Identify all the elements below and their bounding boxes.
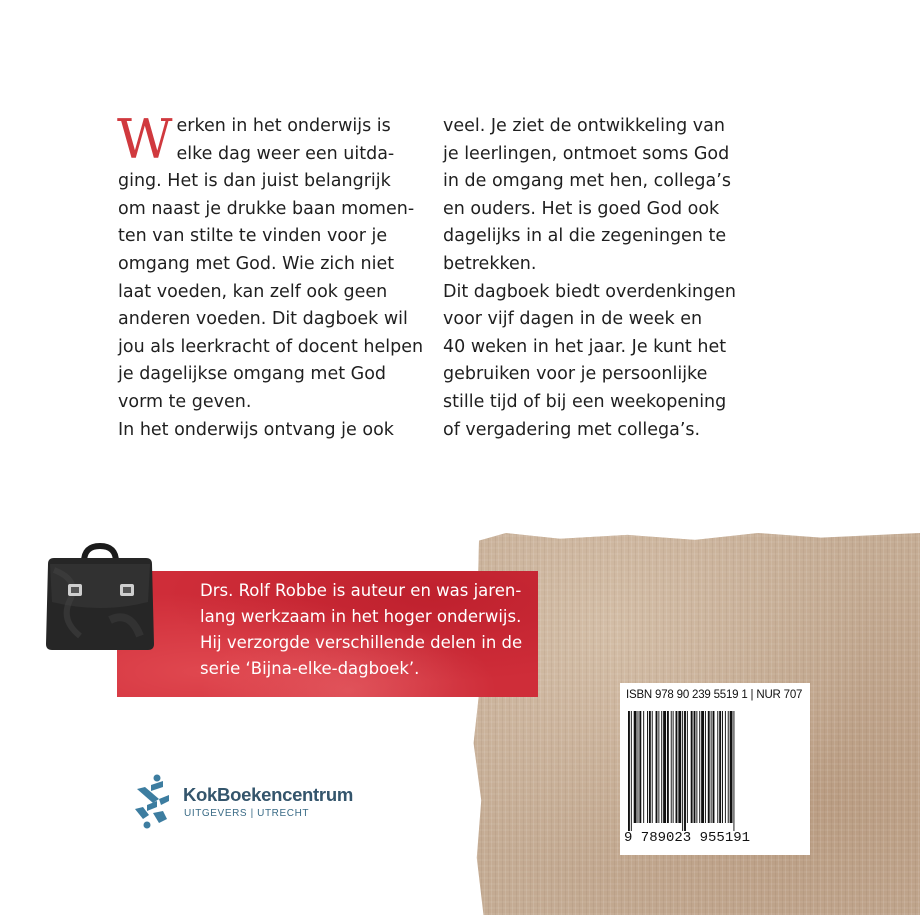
- barcode-bar: [701, 711, 704, 823]
- barcode-bar: [631, 711, 632, 831]
- bio-line: Hij verzorgde verschillende delen in de: [200, 633, 523, 652]
- publisher-name: KokBoekencentrum: [183, 784, 353, 805]
- ean-digits: 9 789023 955191: [624, 830, 751, 846]
- text-line: en ouders. Het is goed God ook: [443, 198, 720, 219]
- briefcase-icon: [40, 540, 160, 652]
- barcode-bar: [717, 711, 718, 823]
- barcode-bar: [652, 711, 653, 823]
- text-line: ten van stilte te vinden voor je: [118, 226, 388, 247]
- barcode-bar: [687, 711, 688, 823]
- barcode-block: [620, 683, 810, 855]
- text-line: om naast je drukke baan momen-: [118, 198, 415, 219]
- text-line: ging. Het is dan juist belangrijk: [118, 171, 391, 192]
- barcode-bar: [728, 711, 729, 823]
- barcode-bar: [671, 711, 672, 823]
- text-line: veel. Je ziet de ontwikkeling van: [443, 116, 725, 136]
- text-line: je leerlingen, ontmoet soms God: [443, 143, 730, 164]
- description-right-column: [443, 113, 753, 444]
- text-line: betrekken.: [443, 253, 537, 274]
- text-line: voor vijf dagen in de week en: [443, 309, 703, 330]
- barcode-bar: [722, 711, 723, 823]
- barcode-bar: [719, 711, 721, 823]
- barcode-bar: [730, 711, 733, 823]
- barcode-bar: [643, 711, 644, 823]
- text-line: erken in het onderwijs is: [176, 116, 391, 136]
- text-line: elke dag weer een uitda-: [176, 143, 395, 164]
- barcode-bar: [725, 711, 726, 823]
- bio-line: serie ‘Bijna-elke-dagboek’.: [200, 659, 420, 678]
- barcode-bar: [708, 711, 710, 823]
- bio-line: Drs. Rolf Robbe is auteur en was jaren-: [200, 581, 522, 600]
- text-line: je dagelijkse omgang met God: [118, 364, 387, 385]
- text-line: laat voeden, kan zelf ook geen: [118, 281, 388, 302]
- barcode-bar: [663, 711, 666, 823]
- text-line: of vergadering met collega’s.: [443, 419, 701, 440]
- text-line: vorm te geven.: [118, 391, 252, 412]
- barcode-bar: [667, 711, 669, 823]
- text-line: omgang met God. Wie zich niet: [118, 253, 395, 274]
- text-line: In het onderwijs ontvang je ook: [118, 419, 394, 440]
- barcode-bar: [634, 711, 637, 823]
- isbn-label: ISBN 978 90 239 5519 1 | NUR 707: [626, 689, 803, 701]
- barcode-bar: [656, 711, 658, 823]
- text-line: in de omgang met hen, collega’s: [443, 171, 731, 192]
- text-line: Dit dagboek biedt overdenkingen: [443, 281, 736, 302]
- drop-cap: W: [117, 108, 173, 171]
- barcode-bar: [678, 711, 681, 823]
- barcode-bar: [676, 711, 678, 823]
- text-line: jou als leerkracht of docent helpen: [118, 336, 424, 357]
- barcode-bar: [691, 711, 693, 823]
- barcode-bar: [699, 711, 700, 823]
- barcode-bar: [696, 711, 697, 823]
- barcode-bar: [705, 711, 706, 823]
- text-line: anderen voeden. Dit dagboek wil: [118, 309, 408, 330]
- barcode-bar: [694, 711, 696, 823]
- barcode-bar: [638, 711, 639, 823]
- barcode-bar: [733, 711, 734, 831]
- text-line: 40 weken in het jaar. Je kunt het: [443, 336, 727, 357]
- barcode-bar: [639, 711, 641, 823]
- publisher-subtitle: UITGEVERS | UTRECHT: [184, 808, 310, 819]
- barcode-bar: [649, 711, 651, 823]
- author-bio-text: [200, 578, 530, 682]
- barcode-bar: [661, 711, 662, 823]
- barcode-bar: [682, 711, 683, 831]
- kokboekencentrum-logo-icon: [133, 773, 173, 829]
- barcode-bar: [628, 711, 630, 831]
- description-left-column: [117, 108, 424, 444]
- barcode-bar: [713, 711, 715, 823]
- barcode-bar: [658, 711, 659, 823]
- barcode-bar: [673, 711, 674, 823]
- bio-line: lang werkzaam in het hoger onderwijs.: [200, 607, 522, 626]
- barcode-bars: [626, 711, 804, 831]
- text-line: dagelijks in al die zegeningen te: [443, 226, 727, 247]
- barcode-bar: [647, 711, 648, 823]
- barcode-bar: [684, 711, 686, 831]
- barcode-bar: [711, 711, 712, 823]
- text-line: gebruiken voor je persoonlijke: [443, 364, 708, 385]
- text-line: stille tijd of bij een weekopening: [443, 391, 727, 412]
